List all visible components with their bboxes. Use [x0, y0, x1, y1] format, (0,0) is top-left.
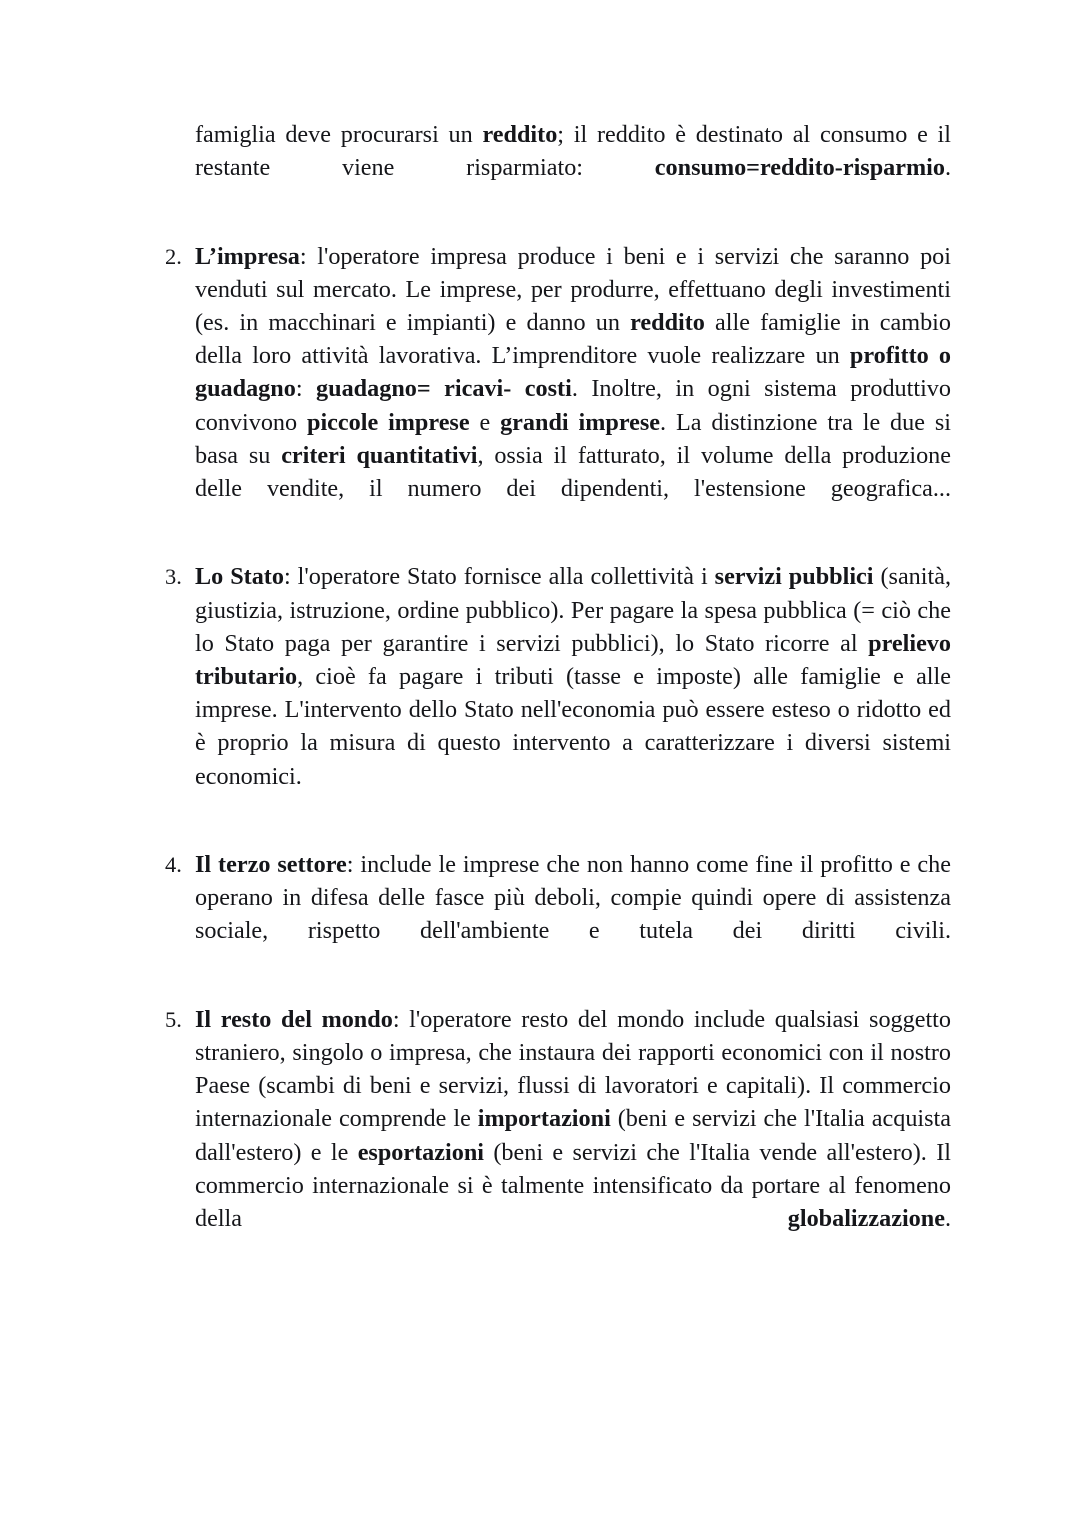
list-item-number: 5.	[165, 1006, 182, 1032]
numbered-list	[165, 240, 951, 1269]
list-item	[165, 240, 951, 539]
list-item	[165, 848, 951, 981]
list-item-text: L’impresa: l'operatore impresa produce i beni e i servizi che saranno poi venduti sul mercato. Le imprese, per produrre, effettuano degli investimenti (es. in macchinari e impianti) e danno un reddito alle famiglie in cambio della loro attività lavorativa. L’imprenditore vuole realizzare un profitto o guadagno: guadagno= ricavi- costi. Inoltre, in ogni sistema produttivo convivono piccole imprese e grandi imprese. La distinzione tra le due si basa su criteri quantitativi, ossia il fatturato, il volume della produzione delle vendite, il numero dei dipendenti, l'estensione geografica...	[195, 242, 952, 503]
document-text-column	[165, 118, 951, 1269]
list-item-text: Il resto del mondo: l'operatore resto del mondo include qualsiasi soggetto straniero, singolo o impresa, che instaura dei rapporti economici con il nostro Paese (scambi di beni e servizi, flussi di lavoratori e capitali). Il commercio internazionale comprende le importazioni (beni e servizi che l'Italia acquista dall'estero) e le esportazioni (beni e servizi che l'Italia vende all'estero). Il commercio internazionale si è talmente intensificato da portare al fenomeno della globalizzazione.	[195, 1005, 951, 1233]
list-item-text: Lo Stato: l'operatore Stato fornisce alla collettività i servizi pubblici (sanità, giustizia, istruzione, ordine pubblico). Per pagare la spesa pubblica (= ciò che lo Stato paga per garantire i servizi pubblici), lo Stato ricorre al prelievo tributario, cioè fa pagare i tributi (tasse e imposte) alle famiglie e alle imprese. L'intervento dello Stato nell'economia può essere esteso o ridotto ed è proprio la misura di questo intervento a caratterizzare i diversi sistemi economici.	[195, 563, 952, 790]
list-item-text: Il terzo settore: include le imprese che non hanno come fine il profitto e che operano in difesa delle fasce più deboli, compie quindi opere di assistenza sociale, rispetto dell'ambiente e tutela dei diritti civili.	[195, 851, 952, 945]
list-item-number: 2.	[165, 243, 182, 269]
list-item-number: 4.	[165, 852, 182, 878]
list-item	[165, 1003, 951, 1269]
list-item-number: 3.	[165, 564, 182, 590]
list-item	[165, 560, 951, 826]
lead-paragraph: famiglia deve procurarsi un reddito; il reddito è destinato al consumo e il restante viene risparmiato: consumo=reddito-risparmio.	[195, 121, 951, 182]
